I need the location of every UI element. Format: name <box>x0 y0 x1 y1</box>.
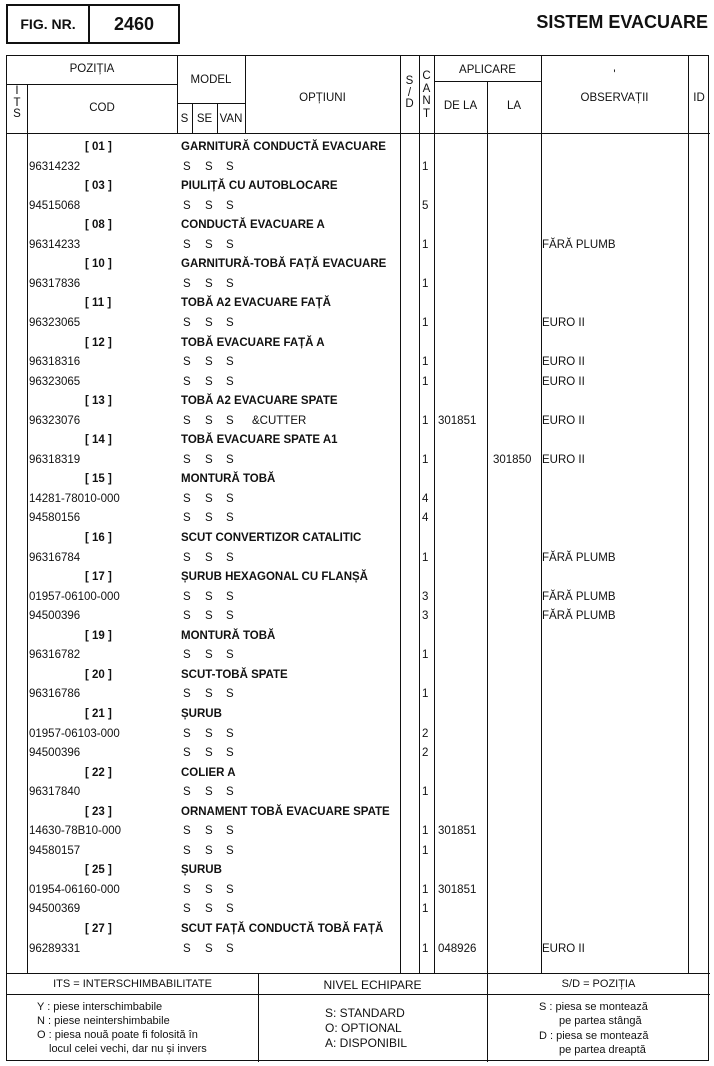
quantity: 1 <box>422 688 429 701</box>
part-code: 94500369 <box>29 903 81 916</box>
position-number: [ 22 ] <box>85 766 112 779</box>
header-optiuni: OPȚIUNI <box>299 92 346 104</box>
part-code: 96316782 <box>29 649 81 662</box>
model-flag: S <box>183 512 191 525</box>
footer-its-o2: locul celei vechi, dar nu și invers <box>49 1043 207 1055</box>
quantity: 1 <box>422 316 429 329</box>
position-number: [ 25 ] <box>85 864 112 877</box>
model-flag: S <box>205 551 213 564</box>
part-name: TOBĂ EVACUARE FAȚĂ A <box>181 336 325 349</box>
part-row <box>7 685 707 705</box>
part-row <box>7 725 707 745</box>
part-row <box>7 646 707 666</box>
part-row <box>7 314 707 334</box>
quantity: 1 <box>422 356 429 369</box>
footer-sd-title: S/D = POZIȚIA <box>561 978 636 990</box>
part-row <box>7 842 707 862</box>
model-flag: S <box>205 747 213 760</box>
part-name: TOBĂ A2 EVACUARE SPATE <box>181 395 338 408</box>
quantity: 1 <box>422 453 429 466</box>
part-name: TOBĂ A2 EVACUARE FAȚĂ <box>181 297 331 310</box>
position-row <box>7 138 707 158</box>
part-code: 96318316 <box>29 356 81 369</box>
model-flag: S <box>205 160 213 173</box>
model-flag: S <box>205 844 213 857</box>
model-flag: S <box>205 512 213 525</box>
model-flag: S <box>183 238 191 251</box>
part-code: 96289331 <box>29 942 81 955</box>
model-flag: S <box>226 316 234 329</box>
model-flag: S <box>205 610 213 623</box>
model-flag: S <box>226 590 234 603</box>
header-its: I T S <box>13 85 21 120</box>
model-flag: S <box>226 883 234 896</box>
model-flag: S <box>226 688 234 701</box>
position-row <box>7 392 707 412</box>
model-flag: S <box>183 747 191 760</box>
position-number: [ 14 ] <box>85 434 112 447</box>
position-row <box>7 861 707 881</box>
position-row <box>7 764 707 784</box>
observation: FĂRĂ PLUMB <box>542 238 616 251</box>
header-s: S <box>180 113 189 125</box>
model-flag: S <box>226 786 234 799</box>
position-number: [ 15 ] <box>85 473 112 486</box>
model-flag: S <box>183 942 191 955</box>
footer-sd-s1: S : piesa se montează <box>539 1001 648 1013</box>
part-name: TOBĂ EVACUARE SPATE A1 <box>181 434 338 447</box>
part-row <box>7 822 707 842</box>
position-number: [ 27 ] <box>85 923 112 935</box>
position-row <box>7 920 707 940</box>
model-flag: S <box>226 238 234 251</box>
model-flag: S <box>205 590 213 603</box>
model-flag: S <box>183 492 191 505</box>
part-row <box>7 275 707 295</box>
position-row <box>7 334 707 354</box>
part-name: CONDUCTĂ EVACUARE A <box>181 219 325 232</box>
part-row <box>7 490 707 510</box>
part-row <box>7 588 707 608</box>
header-aplicare: APLICARE <box>459 64 516 76</box>
position-number: [ 11 ] <box>85 297 112 310</box>
part-row <box>7 881 707 901</box>
part-code: 96314232 <box>29 160 81 173</box>
position-row <box>7 666 707 686</box>
model-flag: S <box>183 316 191 329</box>
model-flag: S <box>226 903 234 916</box>
position-row <box>7 568 707 588</box>
position-row <box>7 529 707 549</box>
model-flag: S <box>183 649 191 662</box>
model-flag: S <box>205 825 213 838</box>
quantity: 4 <box>422 492 429 505</box>
position-row <box>7 431 707 451</box>
position-number: [ 01 ] <box>85 141 112 153</box>
model-flag: S <box>205 375 213 388</box>
position-number: [ 21 ] <box>85 707 112 720</box>
part-code: 01954-06160-000 <box>29 883 120 896</box>
header-id: ID <box>693 92 705 104</box>
part-row <box>7 783 707 803</box>
footer-its-o1: O : piesa nouă poate fi folosită în <box>37 1029 198 1041</box>
applies-from: 301851 <box>438 414 477 427</box>
position-number: [ 13 ] <box>85 395 112 408</box>
part-code: 96317840 <box>29 786 81 799</box>
model-flag: S <box>226 844 234 857</box>
model-flag: S <box>226 492 234 505</box>
model-flag: S <box>205 727 213 740</box>
header-pozitia: POZIȚIA <box>69 63 115 75</box>
header-la: LA <box>506 100 522 112</box>
quantity: 5 <box>422 199 429 212</box>
model-flag: S <box>226 160 234 173</box>
quantity: 1 <box>422 649 429 662</box>
observation: FĂRĂ PLUMB <box>542 590 616 603</box>
model-flag: S <box>183 277 191 290</box>
model-flag: S <box>183 453 191 466</box>
model-flag: S <box>205 453 213 466</box>
model-flag: S <box>205 883 213 896</box>
quantity: 2 <box>422 727 429 740</box>
model-flag: S <box>205 649 213 662</box>
part-code: 94500396 <box>29 747 81 760</box>
header-de-la: DE LA <box>443 100 478 112</box>
option-text: &CUTTER <box>252 414 307 427</box>
model-flag: S <box>183 160 191 173</box>
model-flag: S <box>183 414 191 427</box>
position-number: [ 16 ] <box>85 532 112 544</box>
position-number: [ 03 ] <box>85 180 112 193</box>
part-row <box>7 451 707 471</box>
position-number: [ 08 ] <box>85 219 112 232</box>
figure-number-box <box>6 4 180 44</box>
applies-from: 301851 <box>438 883 477 896</box>
model-flag: S <box>205 199 213 212</box>
part-row <box>7 549 707 569</box>
part-code: 94515068 <box>29 199 81 212</box>
footer-its-n: N : piese neintershimbabile <box>37 1015 170 1027</box>
quantity: 1 <box>422 844 429 857</box>
quantity: 1 <box>422 414 429 427</box>
part-name: ȘURUB <box>181 864 222 877</box>
part-code: 94580157 <box>29 844 81 857</box>
position-row <box>7 803 707 823</box>
position-row <box>7 177 707 197</box>
part-row <box>7 607 707 627</box>
header-observatii: OBSERVAȚII <box>580 92 649 104</box>
part-row <box>7 373 707 393</box>
applies-to: 301850 <box>493 453 532 466</box>
footer-its-y: Y : piese interschimbabile <box>37 1001 163 1013</box>
quantity: 3 <box>422 610 429 623</box>
footer-nivel-o: O: OPTIONAL <box>325 1021 402 1035</box>
part-name: GARNITURĂ CONDUCTĂ EVACUARE <box>181 141 386 153</box>
quantity: 1 <box>422 160 429 173</box>
model-flag: S <box>226 727 234 740</box>
part-code: 96323065 <box>29 375 81 388</box>
model-flag: S <box>183 825 191 838</box>
fig-label: FIG. NR. <box>8 6 90 42</box>
observation: EURO II <box>542 375 585 388</box>
model-flag: S <box>205 356 213 369</box>
part-name: SCUT FAȚĂ CONDUCTĂ TOBĂ FAȚĂ <box>181 923 384 935</box>
part-code: 96323065 <box>29 316 81 329</box>
part-row <box>7 412 707 432</box>
model-flag: S <box>226 825 234 838</box>
part-code: 14630-78B10-000 <box>29 825 122 838</box>
quantity: 1 <box>422 277 429 290</box>
part-row <box>7 353 707 373</box>
observation: EURO II <box>542 942 585 955</box>
footer-nivel-s: S: STANDARD <box>325 1006 405 1020</box>
model-flag: S <box>226 277 234 290</box>
quantity: 1 <box>422 238 429 251</box>
part-code: 94580156 <box>29 512 81 525</box>
position-number: [ 10 ] <box>85 258 112 271</box>
model-flag: S <box>205 786 213 799</box>
position-number: [ 20 ] <box>85 668 112 681</box>
quantity: 3 <box>422 590 429 603</box>
quantity: 2 <box>422 747 429 760</box>
model-flag: S <box>183 727 191 740</box>
part-code: 96316784 <box>29 551 81 564</box>
model-flag: S <box>205 903 213 916</box>
part-row <box>7 900 707 920</box>
model-flag: S <box>205 492 213 505</box>
part-name: SCUT-TOBĂ SPATE <box>181 668 288 681</box>
applies-from: 048926 <box>438 942 477 955</box>
model-flag: S <box>183 688 191 701</box>
footer-sd-s2: pe partea stângă <box>559 1015 642 1027</box>
position-row <box>7 294 707 314</box>
model-flag: S <box>183 590 191 603</box>
quantity: 1 <box>422 825 429 838</box>
footer-sd-d2: pe partea dreaptă <box>559 1044 646 1056</box>
position-row <box>7 216 707 236</box>
quantity: 1 <box>422 786 429 799</box>
model-flag: S <box>183 551 191 564</box>
model-flag: S <box>226 610 234 623</box>
model-flag: S <box>183 356 191 369</box>
part-code: 94500396 <box>29 610 81 623</box>
part-name: GARNITURĂ-TOBĂ FAȚĂ EVACUARE <box>181 258 387 271</box>
position-row <box>7 627 707 647</box>
fig-number: 2460 <box>113 13 155 34</box>
header-cod: COD <box>89 102 115 114</box>
model-flag: S <box>226 199 234 212</box>
observation: EURO II <box>542 414 585 427</box>
applies-from: 301851 <box>438 825 477 838</box>
model-flag: S <box>226 649 234 662</box>
model-flag: S <box>183 786 191 799</box>
part-code: 14281-78010-000 <box>29 492 120 505</box>
position-number: [ 23 ] <box>85 805 112 818</box>
position-number: [ 17 ] <box>85 571 112 584</box>
part-row <box>7 158 707 178</box>
model-flag: S <box>183 199 191 212</box>
model-flag: S <box>226 551 234 564</box>
header-van: VAN <box>219 113 243 125</box>
quantity: 1 <box>422 883 429 896</box>
model-flag: S <box>205 942 213 955</box>
part-code: 96318319 <box>29 453 81 466</box>
quantity: 4 <box>422 512 429 525</box>
model-flag: S <box>205 688 213 701</box>
model-flag: S <box>205 238 213 251</box>
quantity: 1 <box>422 942 429 955</box>
footer-nivel-a: A: DISPONIBIL <box>325 1036 408 1050</box>
position-row <box>7 470 707 490</box>
part-name: ȘURUB HEXAGONAL CU FLANȘĂ <box>181 571 368 584</box>
part-code: 96316786 <box>29 688 81 701</box>
observation: EURO II <box>542 316 585 329</box>
header-model: MODEL <box>190 74 232 86</box>
part-row <box>7 236 707 256</box>
page-title: SISTEM EVACUARE <box>536 12 708 32</box>
model-flag: S <box>183 844 191 857</box>
model-flag: S <box>226 942 234 955</box>
part-code: 96317836 <box>29 277 81 290</box>
part-code: 96323076 <box>29 414 81 427</box>
part-code: 01957-06100-000 <box>29 590 120 603</box>
header-cant: C A N T <box>422 70 431 120</box>
model-flag: S <box>183 375 191 388</box>
model-flag: S <box>226 747 234 760</box>
parts-table <box>6 55 709 1061</box>
model-flag: S <box>226 375 234 388</box>
footer-its-title: ITS = INTERSCHIMBABILITATE <box>53 978 212 990</box>
model-flag: S <box>226 453 234 466</box>
quantity: 1 <box>422 903 429 916</box>
header-se: SE <box>196 113 213 125</box>
part-row <box>7 940 707 960</box>
model-flag: S <box>205 316 213 329</box>
part-name: ȘURUB <box>181 707 222 720</box>
part-name: PIULIȚĂ CU AUTOBLOCARE <box>181 180 338 193</box>
part-name: COLIER A <box>181 766 236 779</box>
part-row <box>7 744 707 764</box>
model-flag: S <box>205 277 213 290</box>
observation: EURO II <box>542 453 585 466</box>
model-flag: S <box>183 610 191 623</box>
model-flag: S <box>183 903 191 916</box>
part-name: MONTURĂ TOBĂ <box>181 473 276 486</box>
observation: FĂRĂ PLUMB <box>542 551 616 564</box>
position-number: [ 12 ] <box>85 336 112 349</box>
model-flag: S <box>183 883 191 896</box>
footer-sd-d1: D : piesa se montează <box>539 1030 649 1042</box>
header-obs-mark: ' <box>613 69 616 81</box>
part-name: ORNAMENT TOBĂ EVACUARE SPATE <box>181 805 390 818</box>
quantity: 1 <box>422 375 429 388</box>
model-flag: S <box>226 414 234 427</box>
model-flag: S <box>205 414 213 427</box>
part-row <box>7 509 707 529</box>
part-code: 01957-06103-000 <box>29 727 120 740</box>
part-row <box>7 197 707 217</box>
part-name: SCUT CONVERTIZOR CATALITIC <box>181 532 362 544</box>
quantity: 1 <box>422 551 429 564</box>
model-flag: S <box>226 512 234 525</box>
observation: FĂRĂ PLUMB <box>542 610 616 623</box>
header-sd: S / D <box>405 75 414 110</box>
part-name: MONTURĂ TOBĂ <box>181 629 276 642</box>
part-code: 96314233 <box>29 238 81 251</box>
observation: EURO II <box>542 356 585 369</box>
footer-nivel-title: NIVEL ECHIPARE <box>323 978 422 992</box>
position-row <box>7 705 707 725</box>
position-row <box>7 255 707 275</box>
position-number: [ 19 ] <box>85 629 112 642</box>
model-flag: S <box>226 356 234 369</box>
